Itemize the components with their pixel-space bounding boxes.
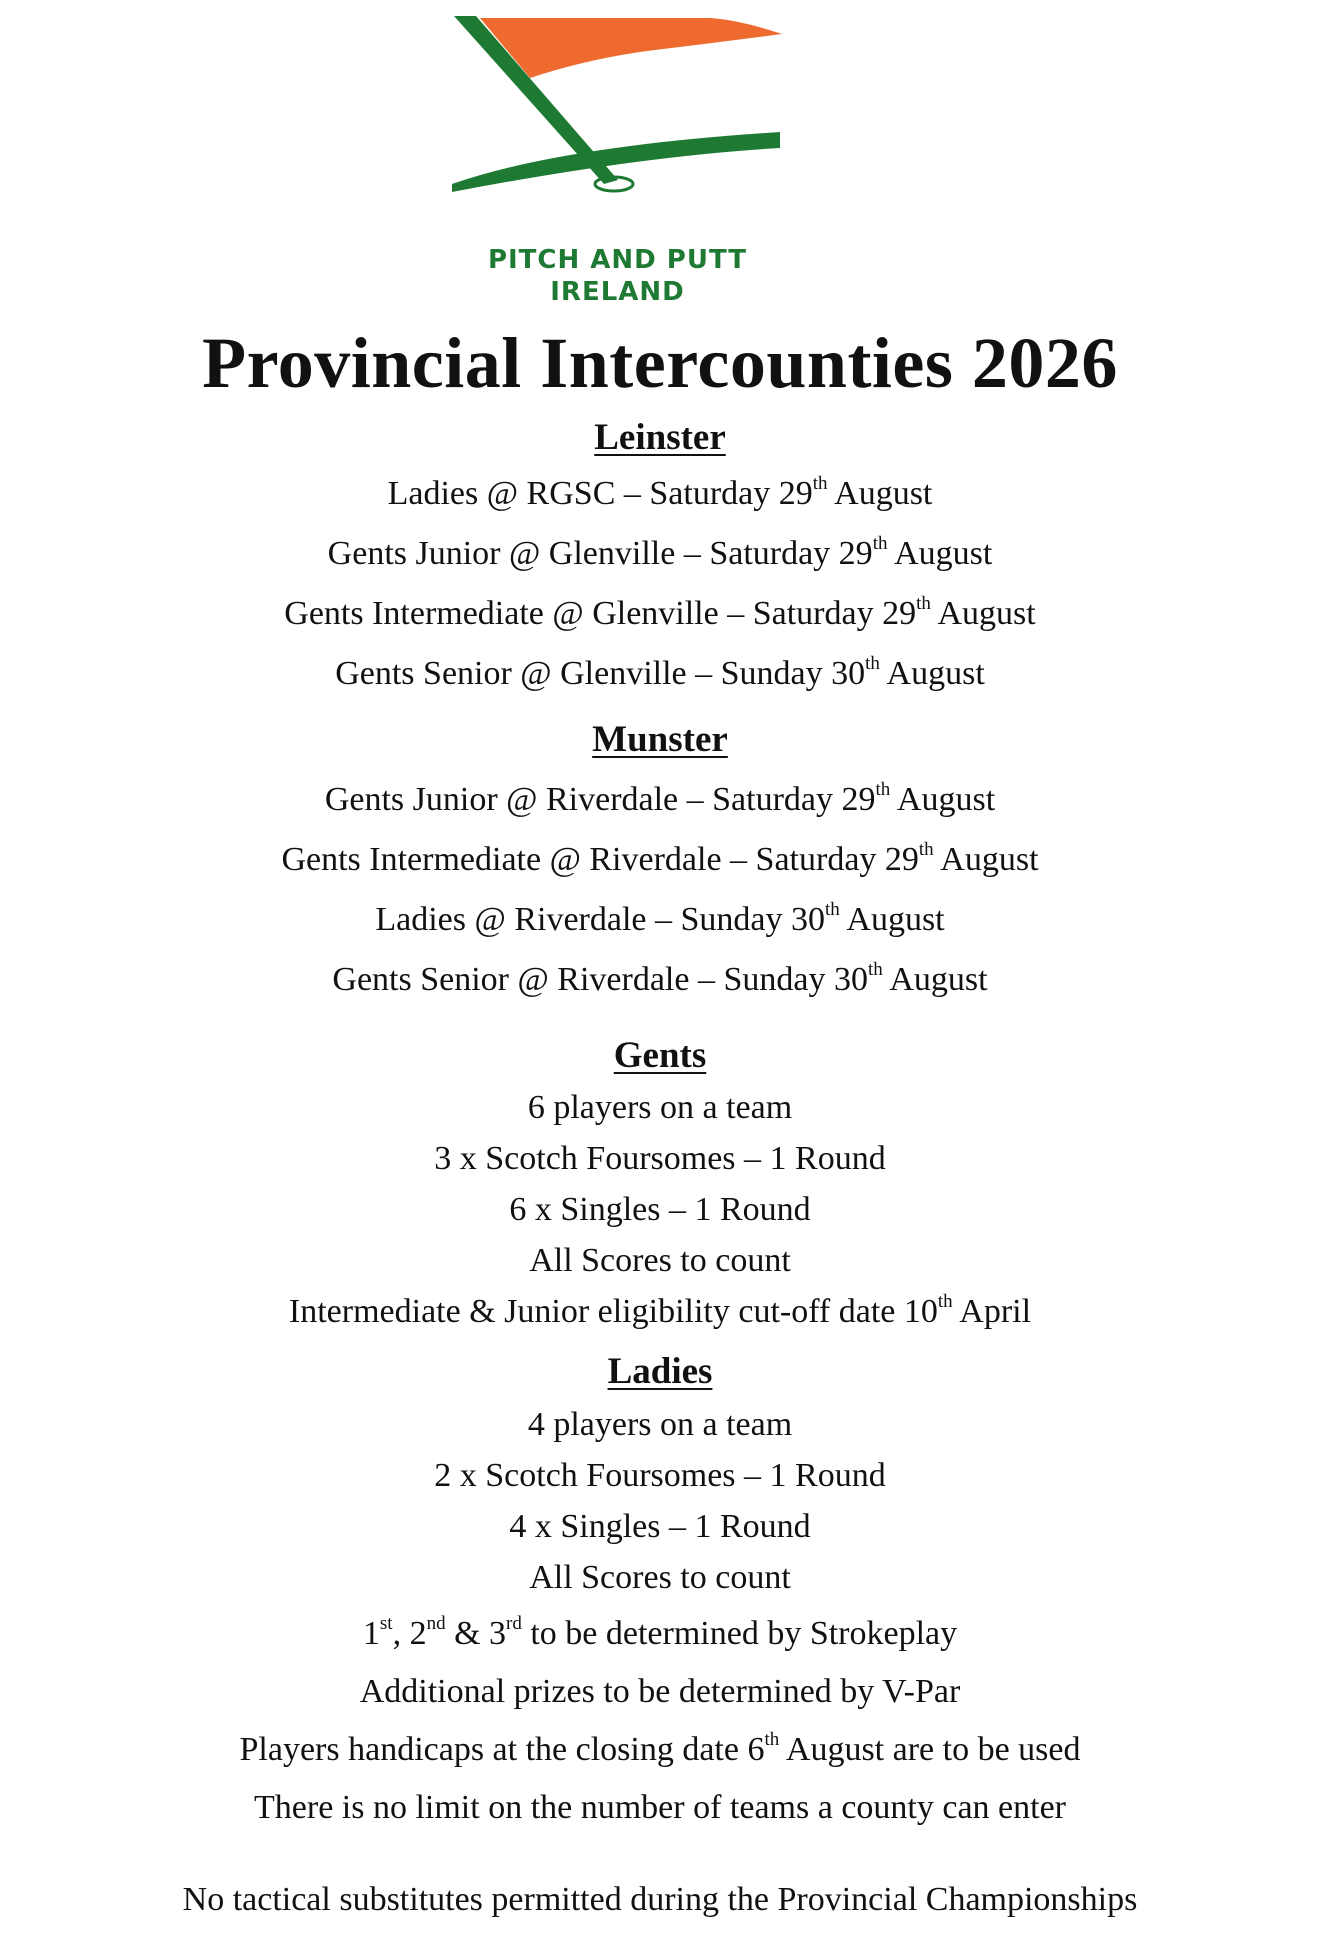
green-sweep-shape (452, 132, 780, 192)
munster-line-4: Gents Senior @ Riverdale – Sunday 30th August (332, 959, 988, 998)
teams-limit-line: There is no limit on the number of teams a county can enter (254, 1789, 1066, 1826)
leinster-line-4: Gents Senior @ Glenville – Sunday 30th August (335, 653, 985, 692)
leinster-heading: Leinster (594, 417, 726, 458)
gents-line-4: All Scores to count (529, 1242, 791, 1279)
gents-line-1: 6 players on a team (527, 1089, 793, 1126)
gents-line-3: 6 x Singles – 1 Round (509, 1191, 811, 1228)
ladies-line-3: 4 x Singles – 1 Round (509, 1508, 811, 1545)
gents-heading: Gents (613, 1035, 707, 1076)
substitutes-line: No tactical substitutes permitted during the Provincial Championships (182, 1881, 1138, 1918)
handicaps-line: Players handicaps at the closing date 6th August are to be used (239, 1729, 1081, 1768)
placings-line: 1st, 2nd & 3rd to be determined by Strokeplay (362, 1613, 958, 1652)
leinster-line-1: Ladies @ RGSC – Saturday 29th August (387, 473, 933, 512)
munster-line-3: Ladies @ Riverdale – Sunday 30th August (375, 899, 945, 938)
munster-line-2: Gents Intermediate @ Riverdale – Saturday 29th August (281, 839, 1039, 878)
logo-text-line-1: PITCH AND PUTT (487, 245, 748, 275)
vpar-line: Additional prizes to be determined by V-Par (359, 1673, 961, 1710)
gents-eligibility-cutoff: Intermediate & Junior eligibility cut-off date 10th April (288, 1291, 1032, 1330)
pitch-and-putt-flag-logo (440, 8, 790, 228)
munster-line-1: Gents Junior @ Riverdale – Saturday 29th August (324, 779, 996, 818)
leinster-line-3: Gents Intermediate @ Glenville – Saturday 29th August (284, 593, 1036, 632)
orange-pennant-shape (480, 18, 782, 78)
ladies-line-1: 4 players on a team (527, 1406, 793, 1443)
logo-text-line-2: IRELAND (550, 277, 685, 307)
gents-line-2: 3 x Scotch Foursomes – 1 Round (434, 1140, 886, 1177)
munster-heading: Munster (592, 719, 728, 760)
ladies-heading: Ladies (607, 1351, 713, 1392)
leinster-line-2: Gents Junior @ Glenville – Saturday 29th August (327, 533, 993, 572)
page-title: Provincial Intercounties 2026 (202, 323, 1118, 403)
ladies-line-2: 2 x Scotch Foursomes – 1 Round (434, 1457, 886, 1494)
ladies-line-4: All Scores to count (529, 1559, 791, 1596)
